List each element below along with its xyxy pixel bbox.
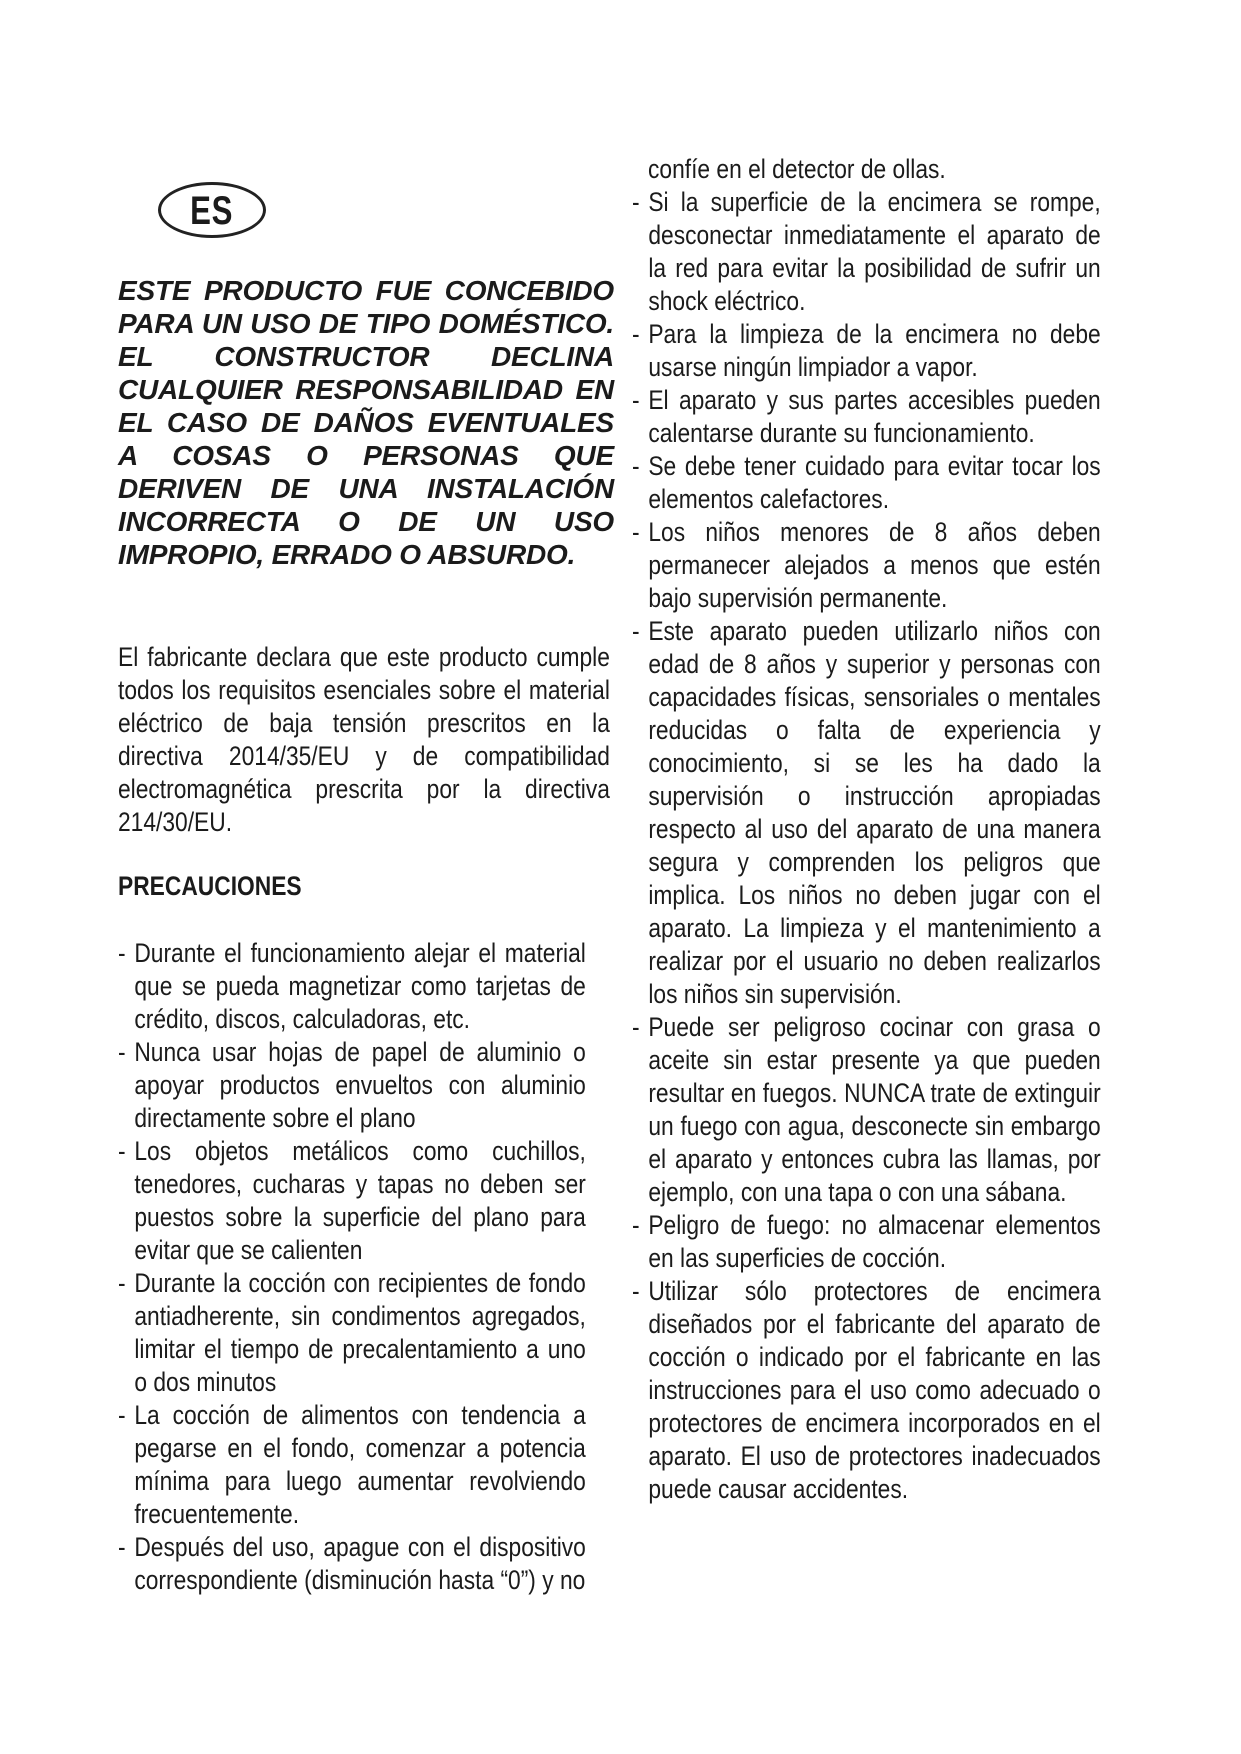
list-item: [632, 615, 1101, 1011]
list-item-text: Nunca usar hojas de papel de aluminio o apoyar productos envueltos con aluminio directamente sobre el plano: [134, 1037, 586, 1133]
list-item: [632, 318, 1101, 384]
list-item-text: La cocción de alimentos con tendencia a pegarse en el fondo, comenzar a potencia mínima para luego aumentar revolviendo frecuentemente.: [134, 1400, 586, 1529]
list-item: [118, 1399, 586, 1531]
list-item-text: Si la superficie de la encimera se rompe, desconectar inmediatamente el aparato de la red para evitar la posibilidad de sufrir un shock eléctrico.: [648, 187, 1101, 316]
list-item-text: Puede ser peligroso cocinar con grasa o aceite sin estar presente ya que pueden resultar en fuegos. NUNCA trate de extinguir un fuego con agua, desconecte sin embargo el aparato y entonces cubra las llamas, por ejemplo, con una tapa o con una sábana.: [648, 1012, 1101, 1207]
bullet-dash: -: [118, 1532, 126, 1562]
bullet-dash: -: [632, 187, 640, 217]
list-item-text: El aparato y sus partes accesibles pueden calentarse durante su funcionamiento.: [648, 385, 1101, 448]
bullet-dash: -: [118, 1136, 126, 1166]
precautions-list-left: [118, 937, 586, 1597]
bullet-dash: -: [632, 451, 640, 481]
list-item: [632, 516, 1101, 615]
list-item-text: Se debe tener cuidado para evitar tocar los elementos calefactores.: [648, 451, 1101, 514]
list-item-text: Utilizar sólo protectores de encimera diseñados por el fabricante del aparato de cocción o indicado por el fabricante en las instrucciones para el uso como adecuado o protectores de encimera incorporados en el aparato. El uso de protectores inadecuados puede causar accidentes.: [648, 1276, 1101, 1504]
bullet-dash: -: [632, 1276, 640, 1306]
bullet-dash: -: [632, 319, 640, 349]
list-item: [632, 450, 1101, 516]
list-item: [118, 1267, 586, 1399]
list-item: [632, 1011, 1101, 1209]
language-badge-label: ES: [190, 189, 234, 233]
bullet-dash: -: [632, 1210, 640, 1240]
list-item-text: Durante el funcionamiento alejar el material que se pueda magnetizar como tarjetas de crédito, discos, calculadoras, etc.: [134, 938, 586, 1034]
bullet-dash: -: [118, 938, 126, 968]
list-item-text: Para la limpieza de la encimera no debe usarse ningún limpiador a vapor.: [648, 319, 1101, 382]
list-item-text: Los niños menores de 8 años deben permanecer alejados a menos que estén bajo supervisión permanente.: [648, 517, 1101, 613]
bullet-dash: -: [632, 616, 640, 646]
list-item: [118, 937, 586, 1036]
precautions-list-right: [632, 186, 1101, 1506]
language-badge: [158, 182, 266, 238]
list-item-text: Peligro de fuego: no almacenar elementos en las superficies de cocción.: [648, 1210, 1101, 1273]
list-item: [632, 186, 1101, 318]
bullet-dash: -: [632, 385, 640, 415]
declaration-paragraph: El fabricante declara que este producto cumple todos los requisitos esenciales sobre el material eléctrico de baja tensión prescritos en la directiva 2014/35/EU y de compatibilidad electromagnética prescrita por la directiva 214/30/EU.: [118, 642, 610, 837]
list-item: [632, 1209, 1101, 1275]
list-item: [118, 1036, 586, 1135]
list-item-text: Los objetos metálicos como cuchillos, tenedores, cucharas y tapas no deben ser puestos sobre la superficie del plano para evitar que se calienten: [134, 1136, 586, 1265]
list-item-text: Durante la cocción con recipientes de fondo antiadherente, sin condimentos agregados, limitar el tiempo de precalentamiento a uno o dos minutos: [134, 1268, 586, 1397]
list-item: [632, 384, 1101, 450]
list-item: [118, 1135, 586, 1267]
bullet-dash: -: [118, 1037, 126, 1067]
bullet-dash: -: [118, 1268, 126, 1298]
bullet-dash: -: [632, 1012, 640, 1042]
section-title-precauciones: PRECAUCIONES: [118, 871, 302, 901]
bullet-dash: -: [632, 517, 640, 547]
list-item-text: Este aparato pueden utilizarlo niños con edad de 8 años y superior y personas con capacidades físicas, sensoriales o mentales reducidas o falta de experiencia y conocimiento, si se les ha dado la supervisión o instrucción apropiadas respecto al uso del aparato de una manera segura y comprenden los peligros que implica. Los niños no deben jugar con el aparato. La limpieza y el mantenimiento a realizar por el usuario no deben realizarlos los niños sin supervisión.: [648, 616, 1101, 1009]
bullet-dash: -: [118, 1400, 126, 1430]
disclaimer-text: ESTE PRODUCTO FUE CONCEBIDO PARA UN USO DE TIPO DOMÉSTICO. EL CONSTRUCTOR DECLINA CUALQUIER RESPONSABILIDAD EN EL CASO DE DAÑOS EVENTUALES A COSAS O PERSONAS QUE DERIVEN DE UNA INSTALACIÓN INCORRECTA O DE UN USO IMPROPIO, ERRADO O ABSURDO.: [118, 275, 614, 570]
list-item: [118, 1531, 586, 1597]
list-item: [632, 1275, 1101, 1506]
list-item-text: Después del uso, apague con el dispositivo correspondiente (disminución hasta “0”) y no: [134, 1532, 586, 1595]
list-item-continuation: confíe en el detector de ollas.: [648, 154, 946, 184]
